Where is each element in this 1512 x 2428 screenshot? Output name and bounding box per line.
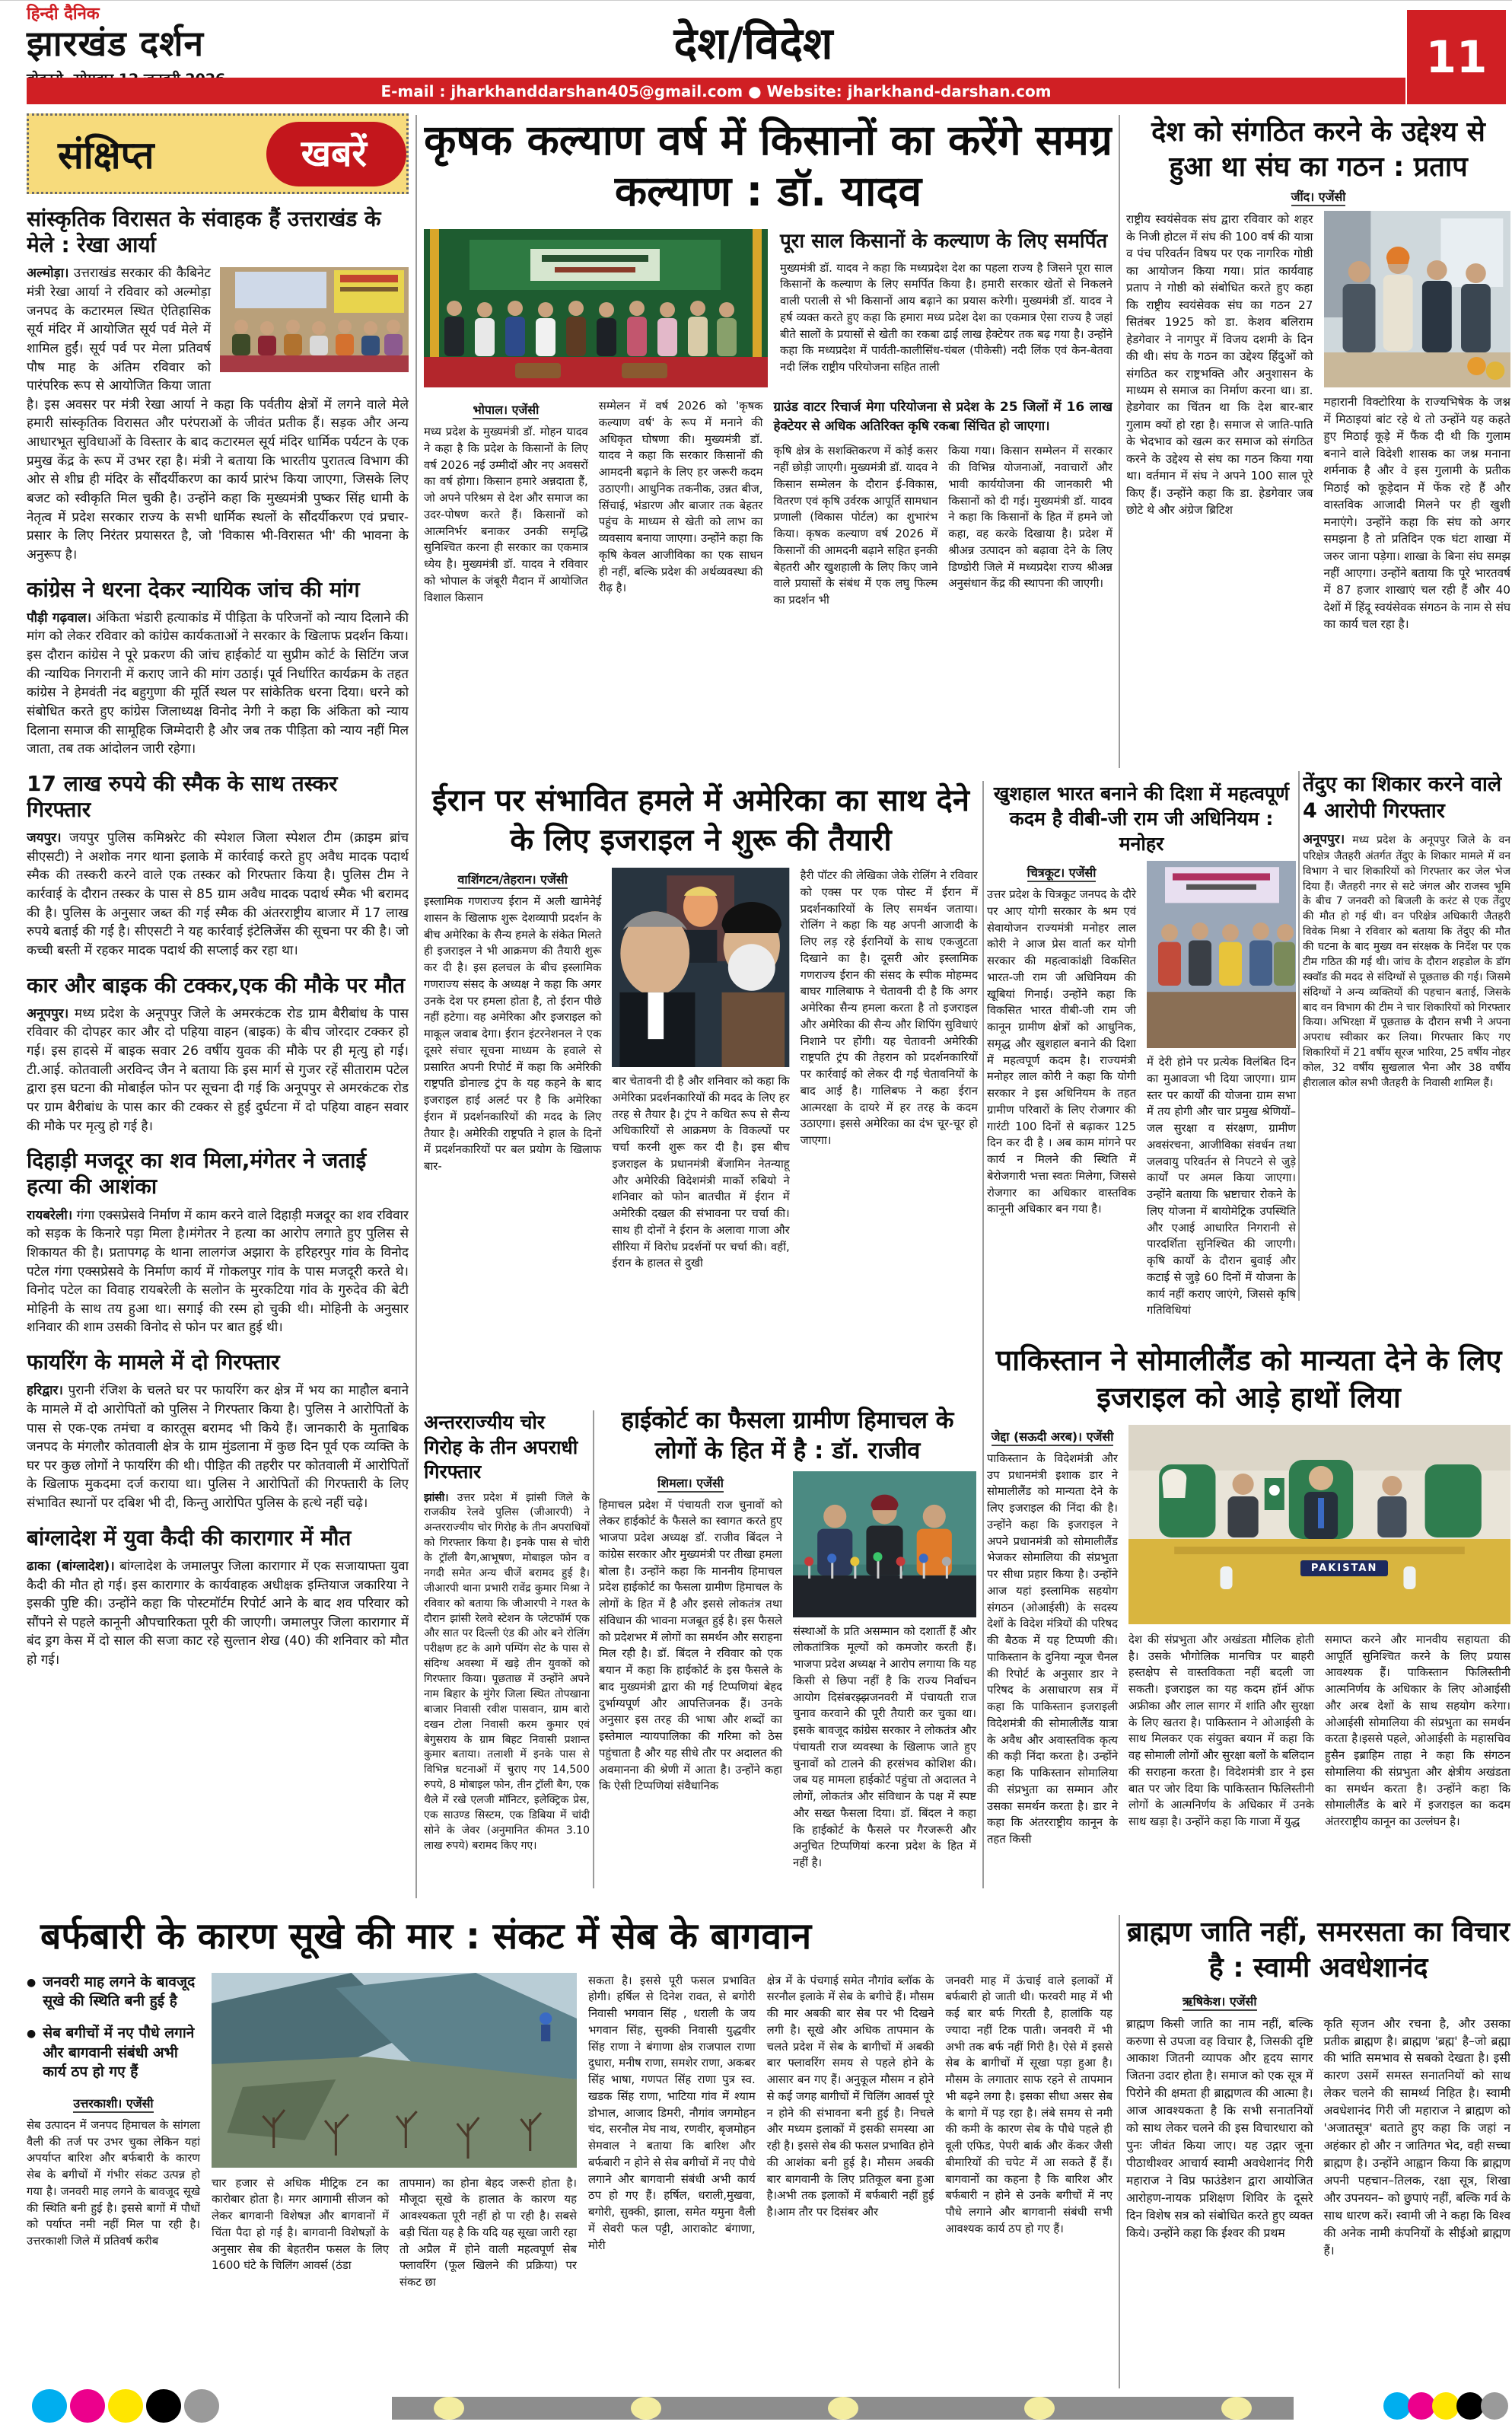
article-byline: जींद। एजेंसी (1126, 188, 1510, 205)
article-column: चार हजार से अधिक मीट्रिक टन का कारोबार होता है। मगर आगामी सीजन को लेकर बागवानी विशेषज्ञ और बागवानों में चिंता पैदा हो गई है। बागवानी विशेषज्ञों के अनुसार सेब की बेहतरीन फसल के लिए 1600 घंटे के चिलिंग आवर्स (ठंडा (212, 2176, 389, 2273)
briefs-banner-badge: खबरें (266, 122, 406, 186)
fair-event-photo-graphic (220, 267, 409, 372)
brief-dateline: जयपुर। (27, 830, 62, 846)
brief-article (27, 973, 409, 1136)
cmyk-registration-marks-right (1386, 2392, 1508, 2420)
article-column: सम्मेलन में वर्ष 2026 को 'कृषक कल्याण वर्ष' के रूप में मनाने की अधिकृत घोषणा की। मुख्यमंत्री डॉ. यादव ने कहा कि सरकार किसानों की आमदनी बढ़ाने के लिए हर जरूरी कदम उठाएगी। आधुनिक तकनीक, उन्नत बीज, सिंचाई, भंडारण और बाजार तक बेहतर पहुंच के माध्यम से खेती को लाभ का व्यवसाय बनाया जाएगा। उन्होंने कहा कि कृषि केवल आजीविका का एक साधन ही नहीं, बल्कि प्रदेश की अर्थव्यवस्था की रीढ़ है। (598, 400, 763, 595)
article-rss-centenary (1126, 115, 1510, 768)
brief-body-text: मध्य प्रदेश के अनूपपुर जिले के अमरकंटक रोड ग्राम बैरीबांध के पास रविवार की दोपहर कार और दो पहिया वाहन (बाइक) के बीच जोरदार टक्कर हो गई। इस हादसे में बाइक सवार 26 वर्षीय युवक की मौके पर ही मृत्यु हो गई। टी.आई. कोतवाली अरविन्द जैन ने बताया कि इस मार्ग से गुजर रहें सीताराम पटेल द्वारा इस घटना की मोबाईल फोन पर सूचना दी गई कि अनूपपुर से अमरकंटक रोड पर ग्राम बैरीबांध के पास कार की टक्कर से हुई दुर्घटना में दो पहिया वाहन सवार की मौके पर मृत्यु हो गई है। (27, 1005, 409, 1134)
brief-article (27, 771, 409, 961)
brief-headline: फायरिंग के मामले में दो गिरफ्तार (27, 1349, 280, 1375)
orchard-mountain-photo (212, 1973, 577, 2168)
brief-body-text: गंगा एक्सप्रेसवे निर्माण में काम करने वाले दिहाड़ी मजदूर का शव रविवार को सड़क के किनारे पड़ा मिला है।मंगेतर ने हत्या का आरोप लगाते हुए पुलिस से शिकायत की है। प्रतापगढ़ के थाना लालगंज अझारा के हरिहरपुर गांव के विनोद पटेल गंगा एक्सप्रेसवे के निर्माण कार्य में गोकलपुर गांव के पास मजदूरी करते थे। विनोद पटेल का विवाह रायबरेली के सलोन के मुरकटिया गांव के गुरुदेव की बेटी मोहिनी के साथ तय हुआ था। सगाई की रस्म हो चुकी थी। मोहिनी के अनुसार शनिवार की शाम उसकी विनोद से फोन पर बात हुई थी। (27, 1207, 409, 1336)
brief-body-text: बांग्लादेश के जमालपुर जिला कारागार में एक सजायाफ्ता युवा कैदी की मौत हो गई। इस कारागार के कार्यवाहक अधीक्षक इम्तियाज जकारिया ने इसकी पुष्टि की। उन्होंने कहा कि पोस्टमॉर्टम रिपोर्ट आने के बाद शव परिवार को सौंपने से पहले कानूनी औपचारिकता पूरी की जाएगी। जमालपुर जिला कारागार में बंद ड्रग केस में दो साल की सजा काट रहे सुल्तान शेख (40) की शनिवार को मौत हो गई। (27, 1558, 409, 1668)
article-headline: बर्फबारी के कारण सूखे की मार : संकट में सेब के बागवान (40, 1915, 812, 1958)
article-body: उत्तर प्रदेश में झांसी जिले के राजकीय रेलवे पुलिस (जीआरपी) ने अन्तरराज्यीय चोर गिरोह के तीन अपराधियों को गिरफ्तार किया है। इनके पास से चोरी के ट्रॉली बैग,आभूषण, मोबाइल फोन व नगदी समेत अन्य चीजें बरामद हुई है। जीआरपी थाना प्रभारी रावेंद्र कुमार मिश्रा ने रविवार को बताया कि जीआरपी ने गश्त के दौरान झांसी रेलवे स्टेशन के प्लेटफॉर्म एक और सात पर दिल्ली एंड की ओर बने रोलिंग परीक्षण हट के आगे पम्पिंग सेट के पास से संदिग्ध अवस्था में खड़े तीन युवकों को गिरफ्तार किया। पूछताछ में उन्होंने अपने नाम बिहार के मुंगेर जिला स्थित तोपखाना बाजार निवासी रवीश पासवान, ग्राम बारो दखन टोला निवासी करम कुमार एवं बेगुसराय के ग्राम बिहट निवासी प्रशान्त कुमार बताया। तलाशी में इनके पास से विभिन्न घटनाओं में चुराए गए 14,500 रुपये, 8 मोबाइल फोन, तीन ट्रॉली बैग, एक थैले में रखे एलजी मॉनिटर, इलेक्ट्रिक प्रेस, एक साउण्ड सिस्टम, एक डिबिया में चांदी सोने के जेवर (अनुमानित कीमत 3.10 लाख रुपये) बरामद किए गए। (424, 1491, 590, 1852)
edition-label: हिन्दी दैनिक (27, 5, 100, 24)
cmyk-registration-marks-left (32, 2389, 219, 2423)
article-headline: अन्तरराज्यीय चोर गिरोह के तीन अपराधी गिरफ्तार (424, 1411, 578, 1483)
brief-article (27, 206, 409, 565)
article-dateline: झांसी। (424, 1491, 449, 1504)
article-column: सेब उत्पादन में जनपद हिमाचल के सांगला वैली की तर्ज पर उभर चुका लेकिन यहां अपर्याप्त बारिश और बर्फबारी के कारण सेब के बगीचों में गंभीर संकट उत्पन्न हो गया है। जनवरी माह लगने के बावजूद सूखे की स्थिति बनी हुई है। इससे बागों में पौधों को पर्याप्त नमी नहीं मिल पा रही है। उत्तरकाशी जिले में प्रतिवर्ष करीब (27, 2118, 200, 2248)
article-column: जनवरी माह में ऊंचाई वाले इलाकों में बर्फबारी हो जाती थी। फरवरी माह में भी कई बार बर्फ गिरती है, हालांकि यह ज्यादा नहीं टिक पाती। जनवरी में भी अभी तक बर्फ नहीं गिरी है। ऐसे में इससे सेब के बागीचों में सूखा पड़ा हुआ है। मौसम के लगातार साफ रहने से तापमान भी बढ़ने लगा है। इसका सीधा असर सेब के बागो में पड़ रहा है। लंबे समय से नमी की कमी के कारण सेब के पौधे पहले ही वूली एफिड, पेपरी बार्क और केंकर जैसी बीमारियों की चपेट में आ सकते हैं हैं। बागवानों का कहना है कि बारिश और बर्फबारी न होने से उनके बगीचों में नए पौधे लगाने और बागवानी संबंधी सभी आवश्यक कार्य ठप हो गए हैं। (945, 1974, 1113, 2235)
article-column: बार चेतावनी दी है और शनिवार को कहा कि अमेरिका प्रदर्शनकारियों की मदद के लिए हर तरह से तैयार है। ट्रंप ने कथित रूप से सैन्य अधिकारियों से आक्रमण के विकल्पों पर चर्चा करनी शुरू कर दी है। इस बीच इजराइल के प्रधानमंत्री बेंजामिन नेतन्याहू और अमेरिकी विदेशमंत्री मार्को रुबियो ने शनिवार को फोन बातचीत में ईरान में अमेरिकी दखल की संभावना पर चर्चा की। साथ ही दोनों ने ईरान के अलावा गाजा और सीरिया में विरोध प्रदर्शनों पर चर्चा की। वहीं, ईरान के हालत से दुखी (612, 1075, 790, 1270)
article-column: देश की संप्रभुता और अखंडता मौलिक होती है। उसके भौगोलिक मानचित्र पर बाहरी हस्तक्षेप से वास्तविकता नहीं बदली जा सकती। इजराइल का यह कदम हॉर्न ऑफ अफ्रीका और लाल सागर में शांति और सुरक्षा के लिए खतरा है। पाकिस्तान ने ओआईसी के साथ मिलकर एक संयुक्त बयान में कहा कि वह सोमाली लोगों और सुरक्षा बलों के बलिदान की सराहना करता है। विदेशमंत्री डार ने इस बात पर जोर दिया कि पाकिस्तान फिलिस्तीनी लोगों के आत्मनिर्णय के अधिकार में उनके साथ खड़ा है। उन्होंने कहा कि गाजा में युद्ध (1128, 1633, 1314, 1829)
farmer-conference-photo (424, 229, 768, 387)
brief-headline: बांग्लादेश में युवा कैदी की कारागार में मौत (27, 1525, 352, 1550)
article-leopard-poachers (1303, 771, 1510, 1301)
article-column: तापमान) का होना बेहद जरूरी होता है। मौजूदा सूखे के हालात के कारण यह आवश्यकता पूरी नहीं हो पा रही है। सबसे बड़ी चिंता यह है कि यदि यह सूखा जारी रहा तो अप्रैल में होने वाली महत्वपूर्ण सेब फ्लावरिंग (फूल खिलने की प्रक्रिया) पर संकट छा (399, 2176, 577, 2289)
article-byline: ऋषिकेश। एजेंसी (1126, 1993, 1313, 2009)
article-column: हिमाचल प्रदेश में पंचायती राज चुनावों को लेकर हाईकोर्ट के फैसले का स्वागत करते हुए भाजपा प्रदेश अध्यक्ष डॉ. राजीव बिंदल ने कांग्रेस सरकार और मुख्यमंत्री पर तीखा हमला बोला है। उन्होंने कहा कि माननीय हिमाचल प्रदेश हाईकोर्ट का फैसला ग्रामीण हिमाचल के लोगों के हित में है और इससे लोकतंत्र तथा संविधान की भावना मजबूत हुई है। इस फैसले को प्रदेशभर में लोगों का समर्थन और सराहना मिल रही है। डॉ. बिंदल ने रविवार को एक बयान में कहा कि हाईकोर्ट के इस फैसले के बाद मुख्यमंत्री द्वारा की गई टिप्पणियां बेहद दुर्भाग्यपूर्ण और आपत्तिजनक हैं। उनके अनुसार इस तरह की भाषा और शब्दों का इस्तेमाल न्यायपालिका की गरिमा को ठेस पहुंचाता है और यह सीधे तौर पर अदालत की अवमानना की श्रेणी में आता है। उन्होंने कहा कि ऐसी टिप्पणियां संवैधानिक (599, 1498, 782, 1793)
oic-meeting-photo (1128, 1425, 1510, 1624)
article-body: मध्य प्रदेश के अनूपपुर जिले के वन परिक्षेत्र जैतहरी अंतर्गत तेंदुए के शिकार मामले में वन विभाग ने चार शिकारियों को गिरफ्तार कर जेल भेज दिया हैं। जैतहरी नगर से सटे जंगल और राजस्व भूमि के बीच 7 जनवरी को बिजली के करंट से एक तेंदुए की मौत हो गई थी। वन परिक्षेत्र अधिकारी जैतहरी विवेक मिश्रा ने रविवार को बताया कि तेंदुए की मौत की घटना के बाद मुख्य वन संरक्षक के निर्देश पर एक टीम गठित की गई थी। जांच के दौरान शहडोल के डॉग स्क्वॉड की मदद से संदिग्धों से पूछताछ की गई। जिसमे संदिग्धों ने अन्य व्यक्तियों की पहचान बताई, जिसके बाद वन विभाग की टीम ने चार शिकारियों को गिरफ्तार किया। अभिरक्षा में पूछताछ के दौरान सभी ने अपना अपराध स्वीकार कर लिया। गिरफ्तार किए गए शिकारियों में 21 वर्षीय सूरज भारिया, 25 वर्षीय नोहर कोल, 32 वर्षीय सुखलाल भैना और 38 वर्षीय हीरालाल कोल सभी जैतहरी के निवासी शामिल हैं। (1303, 834, 1510, 1089)
iran-leaders-photo-graphic (612, 868, 789, 1067)
article-headline: देश को संगठित करने के उद्देश्य से हुआ था संघ का गठन : प्रताप (1151, 116, 1485, 183)
article-column: कृति सृजन और रचना है, और उसका प्रतीक ब्राह्मण है। ब्राह्मण 'ब्रह्म' है–जो ब्रह्मा की भांति समभाव से सबको देखता है। इसी कारण उसमें समस्त सनातनियों को साथ लेकर चलने की सामर्थ्य निहित है। स्वामी अवधेशानंद गिरी जी महाराज ने ब्राह्मण को 'अजातसूत्र' बताते हुए कहा कि जहां न अहंकार हो और न जातिगत भेद, वही सच्चा ब्राह्मण है। उन्होंने आह्वान किया कि ब्राह्मण अपनी पहचान–तिलक, रक्षा सूत्र, शिखा और उपनयन– को छुपाएं नहीं, बल्कि गर्व के साथ धारण करें। स्वामी जी ने कहा कि विश्व की अनेक नामी कंपनियों के सीईओ ब्राह्मण हैं। (1323, 2016, 1510, 2258)
column-rule (415, 115, 417, 1898)
brief-headline: कार और बाइक की टक्कर,एक की मौके पर मौत (27, 972, 406, 998)
brief-headline: 17 लाख रुपये की स्मैक के साथ तस्कर गिरफ्तार (27, 770, 338, 822)
article-thief-gang (424, 1410, 590, 1888)
article-headline: कृषक कल्याण वर्ष में किसानों का करेंगे समग्र कल्याण : डॉ. यादव (424, 116, 1113, 216)
article-headline: तेंदुए का शिकार करने वाले 4 आरोपी गिरफ्तार (1303, 773, 1502, 824)
article-bullet: ● सेब बगीचों में नए पौधे लगाने और बागवानी संबंधी अभी कार्य ठप हो गए हैं (27, 2024, 200, 2082)
article-apple-orchards (27, 1915, 1113, 2388)
masthead (27, 5, 346, 88)
article-subhead: पूरा साल किसानों के कल्याण के लिए समर्पित (780, 230, 1108, 253)
article-column: मध्य प्रदेश के मुख्यमंत्री डॉ. मोहन यादव ने कहा है कि प्रदेश के किसानों के लिए वर्ष 2026 नई उम्मीदों और नए अवसरों का वर्ष होगा। किसान हमारे अन्नदाता हैं, जो अपने परिश्रम से देश और समाज का उदर-पोषण करते हैं। किसानों को आत्मनिर्भर बनाकर उनकी समृद्धि सुनिश्चित करना ही सरकार का एकमात्र ध्येय है। मुख्यमंत्री डॉ. यादव ने रविवार को भोपाल के जंबूरी मैदान में आयोजित विशाल किसान (424, 425, 588, 604)
column-rule (1298, 771, 1300, 1301)
brief-dateline: अल्मोड़ा। (27, 266, 69, 282)
fair-event-photo (220, 267, 409, 372)
brief-body-text: अंकिता भंडारी हत्याकांड में पीड़िता के परिजनों को न्याय दिलाने की मांग को लेकर रविवार को कांग्रेस कार्यकताओं ने सरकार के खिलाफ प्रदर्शन किया। इस दौरान कांग्रेस ने पूरे प्रकरण की जांच हाईकोर्ट या सुप्रीम कोर्ट के सिटिंग जज की न्यायिक निगरानी में कराए जाने की मांग उठाई। पूर्व निर्धारित कार्यक्रम के तहत कांग्रेस ने हेमवंती नंद बहुगुणा की मूर्ति स्थल पर सांकेतिक धरना दिया। धरने को संबोधित करते हुए कांग्रेस जिलाध्यक्ष विनोद नेगी ने कहा कि अंकिता को न्याय दिलाना समाज की सामूहिक जिम्मेदारी है और जब तक पीड़िता को न्याय नहीं मिल जाता, तब तक आंदोलन जारी रहेगा। (27, 610, 409, 757)
brief-article (27, 1148, 409, 1337)
article-headline: ब्राह्मण जाति नहीं, समरसता का विचार है : स्वामी अवधेशानंद (1126, 1917, 1510, 1984)
article-column: में देरी होने पर प्रत्येक विलंबित दिन का मुआवजा भी दिया जाएगा। ग्राम स्तर पर कार्यों की योजना ग्राम सभा में तय होगी और चार प्रमुख श्रेणियों–जल सुरक्षा व संरक्षण, ग्रामीण अवसंरचना, आजीविका संवर्धन तथा जलवायु परिवर्तन से निपटने से जुड़े कार्यों पर अमल किया जाएगा। उन्होंने बताया कि भ्रष्टाचार रोकने के लिए योजना में बायोमेट्रिक उपस्थिति और एआई आधारित निगरानी से पारदर्शिता सुनिश्चित की जाएगी। कृषि कार्यों के दौरान बुवाई और कटाई से जुड़े 60 दिनों में योजना के कार्य नहीं कराए जाएंगे, जिससे कृषि गतिविधियां (1147, 1056, 1296, 1318)
column-rule (1119, 115, 1120, 768)
article-bullet: ● जनवरी माह लगने के बावजूद सूखे की स्थिति बनी हुई है (27, 1973, 200, 2012)
article-headline: हाईकोर्ट का फैसला ग्रामीण हिमाचल के लोगों के हित में है : डॉ. राजीव (621, 1407, 954, 1465)
article-column: राष्ट्रीय स्वयंसेवक संघ द्वारा रविवार को शहर के निजी होटल में संघ की 100 वर्ष की यात्रा व पंच परिवर्तन विषय पर एक नागरिक गोष्ठी का आयोजन किया गया। प्रांत कार्यवाह प्रताप ने गोष्ठी को संबोधित करते हुए कहा कि राष्ट्रीय स्वयंसेवक संघ का गठन 27 सितंबर 1925 को डा. केशव बलिराम हेडगेवार ने नागपुर में विजय दशमी के दिन की थी। संघ के गठन का उद्देश्य हिंदुओं को संगठित कर राष्ट्रभक्ति और अनुशासन के माध्यम से समाज का निर्माण करना था। डा. हेडगेवार का चिंतन था कि देश बार-बार गुलाम क्यों हो रहा है। समाज से जाति-पाति के भेदभाव को खत्म कर समाज को संगठित करने के उद्देश्य से संघ का गठन किया गया था। वर्तमान में संघ ने अपने 100 साल पूरे किए हैं। उन्होंने कहा कि डा. हेडगेवार जब छोटे थे और अंग्रेज ब्रिटिश (1126, 212, 1313, 518)
article-byline: जेद्दा (सऊदी अरब)। एजेंसी (987, 1428, 1118, 1445)
article-farmer-welfare (424, 115, 1113, 771)
print-color-bar (392, 2397, 1294, 2420)
brief-body-text: उत्तराखंड सरकार की कैबिनेट मंत्री रेखा आर्या ने रविवार को अल्मोड़ा जनपद के कटारमल स्थित ऐतिहासिक सूर्य मंदिर में आयोजित सूर्य पर्व मेले में शामिल हुईं। सूर्य पर्व पर मेला प्रतिवर्ष पौष माह के अंतिम रविवार को पारंपरिक रूप से आयोजित किया जाता है। इस अवसर पर मंत्री रेखा आर्या ने कहा कि पर्वतीय क्षेत्रों में लगने वाले मेले हमारी सांस्कृतिक विरासत और परंपराओं के जीवंत प्रतीक हैं। सड़क और अन्य आधारभूत सुविधाओं के विस्तार के बाद कटारमल सूर्य मंदिर धार्मिक पर्यटन के एक प्रमुख केंद्र के रूप में उभर रहा है। मंत्री ने बताया कि भारतीय पुरातत्व विभाग की ओर से शीघ्र ही मंदिर के सौंदर्यीकरण का कार्य प्रारंभ किया जाएगा, जिसके लिए बजट को स्वीकृति मिल चुकी है। उन्होंने कहा कि मुख्यमंत्री पुष्कर सिंह धामी के नेतृत्व में प्रदेश सरकार राज्य के सभी धार्मिक स्थलों के सौंदर्यीकरण एवं प्रचार-प्रसार के लिए निरंतर प्रयासरत है, जो 'विकास भी-विरासत भी' की भावना के अनुरूप है। (27, 266, 409, 562)
article-brahmin-swami (1126, 1915, 1510, 2387)
brief-body-text: पुरानी रंजिश के चलते घर पर फायरिंग कर क्षेत्र में भय का माहौल बनाने के मामले में दो आरोपितों को पुलिस ने गिरफ्तार किया है। पुलिस ने आरोपितों के पास से एक-एक तमंचा व कारतूस बरामद भी किये हैं। जानकारी के मुताबिक जनपद के मंगलौर कोतवाली क्षेत्र के ग्राम मुंडलाना में कुछ दिन पूर्व एक व्यक्ति के घर पर कुछ लोगों ने फायरिंग की थी। पीड़ित की तहरीर पर कोतवाली में आरोपितों के खिलाफ मुकदमा दर्ज कराया था। पुलिस ने आरोपितों की गिरफ्तारी के लिए संभावित स्थानों पर दबिश भी दी, किन्तु आरोपित पुलिस के हत्थे नहीं चढ़े। (27, 1383, 409, 1512)
bjp-press-photo (793, 1471, 976, 1617)
article-iran-israel (424, 781, 978, 1337)
page-number: 11 (1425, 31, 1488, 83)
briefs-column (27, 113, 409, 1898)
contact-text: E-mail : jharkhanddarshan405@gmail.com ● Website: jharkhand-darshan.com (380, 81, 1052, 100)
brief-dateline: रायबरेली। (27, 1207, 73, 1223)
briefs-banner (27, 113, 409, 194)
brief-headline: दिहाड़ी मजदूर का शव मिला,मंगेतर ने जताई हत्या की आशंका (27, 1148, 367, 1200)
press-conference-photo-graphic (1147, 861, 1296, 1048)
article-column: पाकिस्तान के विदेशमंत्री और उप प्रधानमंत्री इशाक डार ने सोमालीलैंड को मान्यता देने के लिए इजराइल की निंदा की है। उन्होंने कहा कि इजराइल ने अपने प्रधानमंत्री को सोमालीलैंड भेजकर सोमालिया की संप्रभुता पर सीधा प्रहार किया है। उन्होंने आज यहां इस्लामिक सहयोग संगठन (ओआईसी) के सदस्य देशों के विदेश मंत्रियों की परिषद की बैठक में यह टिप्पणी की। पाकिस्तान के दुनिया न्यूज चैनल की रिपोर्ट के अनुसार डार ने परिषद के असाधारण सत्र में कहा कि पाकिस्तान इजराइली विदेशमंत्री की सोमालीलैंड यात्रा के अवैध और अवास्तविक कृत्य की कड़ी निंदा करता है। उन्होंने कहा कि पाकिस्तान सोमालिया की संप्रभुता का सम्मान और उसका समर्थन करता है। डार ने कहा कि अंतरराष्ट्रीय कानून के तहत किसी (987, 1451, 1118, 1846)
iran-leaders-photo (612, 868, 789, 1067)
article-column: किया गया। किसान सम्मेलन में सरकार की विभिन्न योजनाओं, नवाचारों और भावी कार्ययोजना की जानकारी भी किसानों को दी गई। मुख्यमंत्री डॉ. यादव ने कहा कि किसानों के हित में हमने जो कहा, वह करके दिखाया है। प्रदेश में श्रीअन्न उत्पादन को बढ़ावा देने के लिए डिण्डोरी जिले में मध्यप्रदेश राज्य श्रीअन्न अनुसंधान केंद्र की स्थापना की जाएगी। (948, 444, 1113, 591)
article-vbg-act (987, 781, 1296, 1337)
article-headline: खुशहाल भारत बनाने की दिशा में महत्वपूर्ण कदम है वीबी-जी राम जी अधिनियम : मनोहर (993, 782, 1290, 855)
paper-name: झारखंड दर्शन (27, 23, 204, 65)
briefs-banner-title: संक्षिप्त (58, 133, 154, 177)
brief-article (27, 577, 409, 759)
article-column: इस्लामिक गणराज्य ईरान में अली खामेनेई शासन के खिलाफ शुरू देशव्यापी प्रदर्शन के बीच अमेरिका के सैन्य हमले के संकेत मिलते ही इजराइल ने भी आक्रमण की तैयारी शुरू कर दी है। इस हलचल के बीच इस्लामिक गणराज्य संसद के अध्यक्ष ने कहा कि अगर उनके देश पर हमला होता है, तो ईरान पीछे नहीं हटेगा। वह अमेरिका और इजराइल को माकूल जवाब देगा। ईरान इंटरनेशनल ने एक दूसरे संचार सूचना माध्यम के हवाले से प्रसारित अपनी रिपोर्ट में कहा कि अमेरिकी राष्ट्रपति डोनाल्ड ट्रंप के यह कहने के बाद इजराइल हाई अलर्ट पर है कि अमेरिका ईरान में प्रदर्शनकारियों की मदद के लिए तैयार है। अमेरिकी राष्ट्रपति ने हाल के दिनों में प्रदर्शनकारियों पर बल प्रयोग के खिलाफ बार- (424, 895, 602, 1173)
oic-meeting-photo-graphic (1128, 1425, 1510, 1624)
article-byline: वाशिंगटन/तेहरान। एजेंसी (424, 871, 601, 887)
article-byline: भोपाल। एजेंसी (424, 401, 588, 418)
page-number-badge (1407, 10, 1506, 104)
brief-headline: सांस्कृतिक विरासत के संवाहक हैं उत्तराखंड के मेले : रेखा आर्या (27, 206, 381, 258)
article-headline: ईरान पर संभावित हमले में अमेरिका का साथ देने के लिए इजराइल ने शुरू की तैयारी (432, 783, 969, 858)
rss-seminar-photo-graphic (1324, 211, 1511, 387)
pakistan-nameplate: PAKISTAN (1300, 1560, 1388, 1576)
brief-headline: कांग्रेस ने धरना देकर न्यायिक जांच की मांग (27, 576, 360, 602)
brief-dateline: अनूपपुर। (27, 1005, 69, 1021)
rss-seminar-photo (1324, 211, 1511, 387)
brief-dateline: ढाका (बांग्लादेश)। (27, 1558, 115, 1574)
brief-dateline: हरिद्वार। (27, 1383, 63, 1399)
article-column: कृषि क्षेत्र के सशक्तिकरण में कोई कसर नहीं छोड़ी जाएगी। मुख्यमंत्री डॉ. यादव ने किसान सम्मेलन के दौरान ई-विकास, वितरण एवं कृषि उर्वरक आपूर्ति सामधान प्रणाली (विकास पोर्टल) का शुभारंभ किया। कृषक कल्याण वर्ष 2026 में किसानों की आमदनी बढ़ाने सहित इनकी बेहतरी और खुशहाली के लिए किए जाने वाले प्रयासों के संबंध में एक लघु फिल्म का प्रदर्शन भी (773, 444, 938, 607)
article-column: ब्राह्मण किसी जाति का नाम नहीं, बल्कि करुणा से उपजा वह विचार है, जिसकी दृष्टि आकाश जितनी व्यापक और हृदय सागर जितना उदार होता है। समाज को एक सूत्र में पिरोने की क्षमता ही ब्राह्मणत्व की आत्मा है। आज आवश्यकता है कि सभी सनातनियों को साथ लेकर चलने की इस विचारधारा को पुनः जीवंत किया जाए। यह उद्गार जूना पीठाधीश्वर आचार्य स्वामी अवधेशानंद गिरी महाराज ने विप्र फाउंडेशन द्वारा आयोजित आरोहण-नायक प्रशिक्षण शिविर के दूसरे दिन विशेष सत्र को संबोधित करते हुए व्यक्त किये। उन्होंने कहा कि ईश्वर की प्रथम (1126, 2016, 1313, 2240)
article-subhead-body: मुख्यमंत्री डॉ. यादव ने कहा कि मध्यप्रदेश देश का पहला राज्य है जिसने पूरा साल किसानों के कल्याण के लिए समर्पित किया है। हमारी सरकार खेतों से निकलने वाली पराली से भी किसानों आय बढ़ाने का प्रयास करेगी। मुख्यमंत्री डॉ. यादव ने हर्ष व्यक्त करते हुए कहा कि हमारा मध्य प्रदेश देश का एकमात्र ऐसा राज्य है जहां बीते सालों के प्रयासों से खेती का रकबा ढाई लाख हेक्टेयर तक बढ़ गया है। उन्होंने कहा कि मध्यप्रदेश में पार्वती-कालीसिंध-चंबल (पीकेसी) नदी लिंक एवं केन-बेतवा नदी लिंक राष्ट्रीय परियोजना सहित ताली (780, 261, 1113, 374)
column-rule (982, 781, 984, 1888)
article-byline: चित्रकूट। एजेंसी (987, 864, 1136, 881)
column-rule (1119, 1915, 1120, 2388)
article-column: सकता है। इससे पूरी फसल प्रभावित होगी। हर्षिल से दिनेश रावत, से बगोरी निवासी भगवान सिंह , धराली के जय भगवान सिंह, सुक्की निवासी युद्धवीर सिंह राणा ने बंगाणा क्षेत्र राजपाल राणा दुधारा, मनीष राणा, समशेर राणा, अकबर सिंह भाषा, गणपत सिंह राणा पुत्र स्व. खडक सिंह राणा, भाटिया गांव में श्याम डोभाल, आजाद डिमरी, नौगांव जगमोहन चंद, सरनौल मेघ नाथ, रणवीर, बृजमोहन सेमवाल ने बताया कि बारिश और बर्फबारी न होने से सेब बगीचों में नए पौधे लगाने और बागवानी संबंधी अभी कार्य ठप हो गए हैं। हर्षिल, धराली,मुखवा, बगोरी, सुक्की, झाला, समेत यमुना वैली में सेवरी फल पट्टी, आराकोट बंगाणा, मोरी (588, 1974, 756, 2252)
article-byline: उत्तरकाशी। एजेंसी (27, 2095, 200, 2111)
article-column: समाप्त करने और मानवीय सहायता की आपूर्ति सुनिश्चित करने के लिए प्रयास आवश्यक हैं। पाकिस्तान फिलिस्तीनी आत्मनिर्णय के अधिकार के लिए ओआईसी और अरब देशों के साथ सहयोग करेगा। ओआईसी सोमालिया की संप्रभुता का समर्थन करता है।इससे पहले, ओआईसी के महासचिव हुसैन इब्राहिम ताहा ने कहा कि संगठन सोमालिया की संप्रभुता और क्षेत्रीय अखंडता का समर्थन करता है। उन्होंने कहा कि सोमालीलैंड के बारे में इजराइल का कदम अंतरराष्ट्रीय कानून का उल्लंघन है। (1325, 1633, 1510, 1829)
section-title: देश/विदेश (673, 18, 833, 69)
brief-article (27, 1349, 409, 1513)
orchard-mountain-photo-graphic (212, 1973, 577, 2168)
brief-article (27, 1525, 409, 1670)
column-rule (593, 1410, 594, 1888)
article-pakistan-somaliland (987, 1342, 1510, 1888)
brief-body-text: जयपुर पुलिस कमिश्नरेट की स्पेशल जिला स्पेशल टीम (क्राइम ब्रांच सीएसटी) ने अशोक नगर थाना इलाके में कार्रवाई करते हुए अवैध मादक पदार्थ स्मैक की तस्करी करने वाले एक तस्कर को गिरफ्तार किया है। पुलिस टीम ने कार्रवाई के दौरान तस्कर के पास से 85 ग्राम अवैध मादक पदार्थ स्मैक भी बरामद की है। पुलिस के अनुसार जब्त की गई स्मैक की अंतरराष्ट्रीय बाजार में 17 लाख रुपये बताई की गई है। सीएसटी ने यह कार्रवाई इंटेलिजेंस की सूचना पर की है। जो कच्ची बस्ती में रहकर मादक पदार्थ की सप्लाई कर रहा था। (27, 830, 409, 958)
contact-bar (27, 78, 1405, 104)
article-headline: पाकिस्तान ने सोमालीलैंड को मान्यता देने के लिए इजराइल को आड़े हाथों लिया (995, 1343, 1502, 1415)
article-dateline: अनूपपुर। (1303, 832, 1345, 848)
article-column: महारानी विक्टोरिया के राज्यभिषेक के जश्न में मिठाइयां बांट रहे थे तो उन्होंने यह कहते हुए मिठाई कूड़े में फैंक दी थी कि गुलाम बनाने वाले विदेशी शासक का जश्न मनाना शर्मनाक है और वे इस गुलामी के प्रतीक मिठाई को कूड़ेदान में फेंक रहे हैं और वास्तविक आजादी मिलने पर ही खुशी मनाएंगे। उन्होंने कहा कि संघ को अगर समझना है तो प्रतिदिन एक घंटा शाखा में जरुर जाना पड़ेगा। शाखा के बिना संघ समझ नहीं आएगा। उन्होंने बताया कि पूरे भारतवर्ष में 87 हजार शाखाएं चल रही हैं और 40 देशों में हिंदू स्वयंसेवक संगठन के नाम से संघ का कार्य चल रहा है। (1323, 395, 1510, 632)
article-highcourt-himachal (599, 1405, 976, 1888)
article-column: क्षेत्र में के पंचगाई समेत नौगांव ब्लॉक के सरनौल इलाके में सेब के बगीचे हैं। मौसम की मार अबकी बार सेब पर भी दिखने लगी है। सूखे और अधिक तापमान के चलते प्रदेश में सेब के बागीचों में अबकी बार फ्लावरिंग समय से पहले होने के आसार बन गए हैं। अनुकूल मौसम न होने से कई जगह बागीचों में चिलिंग आवर्स पूरे न होने की संभावना बनी हुई है। निचले और मध्यम इलाकों में इसकी समस्या आ रही है। इससे सेब की फसल प्रभावित होने की आशंका बनी हुई है। मौसम अबकी बार बागवानी के लिए प्रतिकूल बना हुआ है।अभी तक इलाकों में बर्फबारी नहीं हुई है।आम तौर पर दिसंबर और (766, 1974, 934, 2219)
article-column: संस्थाओं के प्रति असम्मान को दशार्ती हैं और लोकतांत्रिक मूल्यों को कमजोर करती हैं। भाजपा प्रदेश अध्यक्ष ने आरोप लगाया कि यह किसी से छिपा नहीं है कि राज्य निर्वाचन आयोग दिसंबरझ्झजनवरी में पंचायती राज चुनाव करवाने की पूरी तैयारी कर चुका था। इसके बावजूद कांग्रेस सरकार ने लोकतंत्र और पंचायती राज व्यवस्था के खिलाफ जाते हुए चुनावों को टालने की हरसंभव कोशिश की। जब यह मामला हाईकोर्ट पहुंचा तो अदालत ने लोगों, लोकतंत्र और संविधान के पक्ष में स्पष्ट और सख्त फैसला दिया। डॉ. बिंदल ने कहा कि हाईकोर्ट के फैसले पर गैरजरूरी और अनुचित टिप्पणियां करना प्रदेश के हित में नहीं है। (793, 1624, 976, 1870)
article-standfirst: ग्राउंड वाटर रिचार्ज मेगा परियोजना से प्रदेश के 25 जिलों में 16 लाख हेक्टेयर से अधिक अतिरिक्त कृषि रकबा सिंचित हो जाएगा। (773, 400, 1113, 434)
bjp-press-photo-graphic (793, 1471, 976, 1617)
article-column: उत्तर प्रदेश के चित्रकूट जनपद के दौरे पर आए योगी सरकार के श्रम एवं सेवायोजन राज्यमंत्री मनोहर लाल कोरी ने आज प्रेस वार्ता कर योगी सरकार की महत्वाकांक्षी विकसित भारत-जी राम जी अधिनियम की खूबियां गिनाई। उन्होंने कहा कि विकसित भारत वीबी-जी राम जी कानून ग्रामीण क्षेत्रों को आधुनिक, समृद्ध और खुशहाल बनाने की दिशा में महत्वपूर्ण कदम है। राज्यमंत्री मनोहर लाल कोरी ने कहा कि योगी सरकार ने इस अधिनियम के तहत ग्रामीण परिवारों के लिए रोजगार की गारंटी 100 दिनों से बढ़ाकर 125 दिन कर दी है । अब काम मांगने पर कार्य न मिलने की स्थिति में बेरोजगारी भत्ता स्वतः मिलेगा, जिससे रोजगार का अधिकार वास्तविक कानूनी अधिकार बन गया है। (987, 888, 1136, 1216)
brief-dateline: पौड़ी गढ़वाल। (27, 610, 92, 626)
article-column: हैरी पॉटर की लेखिका जेके रोलिंग ने रविवार को एक्स पर एक पोस्ट में ईरान में प्रदर्शनकारियों के लिए समर्थन जताया। रोलिंग ने कहा कि यह अपनी आजादी के लिए लड़ रहे ईरानियों के साथ एकजुटता दिखाने का है। दूसरी ओर इस्लामिक गणराज्य ईरान की संसद के स्पीक मोहम्मद बाघर गालिबाफ ने चेतावनी दी है कि अगर अमेरिका सैन्य हमला करता है तो इजराइल और अमेरिका की सैन्य और शिपिंग सुविधाएं निशाने पर होंगी। यह चेतावनी अमेरिकी राष्ट्रपति ट्रंप की तेहरान को प्रदर्शनकारियों पर कार्रवाई को लेकर दी गई चेतावनियों के बाद आई है। गालिबफ ने कहा ईरान आत्मरक्षा के दायरे में हर तरह के कदम उठाएगा। इससे अमेरिका का दंभ चूर-चूर हो जाएगा। (800, 869, 978, 1147)
press-conference-photo (1147, 861, 1296, 1048)
article-byline: शिमला। एजेंसी (599, 1474, 782, 1491)
farmer-conference-photo-graphic (424, 229, 768, 387)
